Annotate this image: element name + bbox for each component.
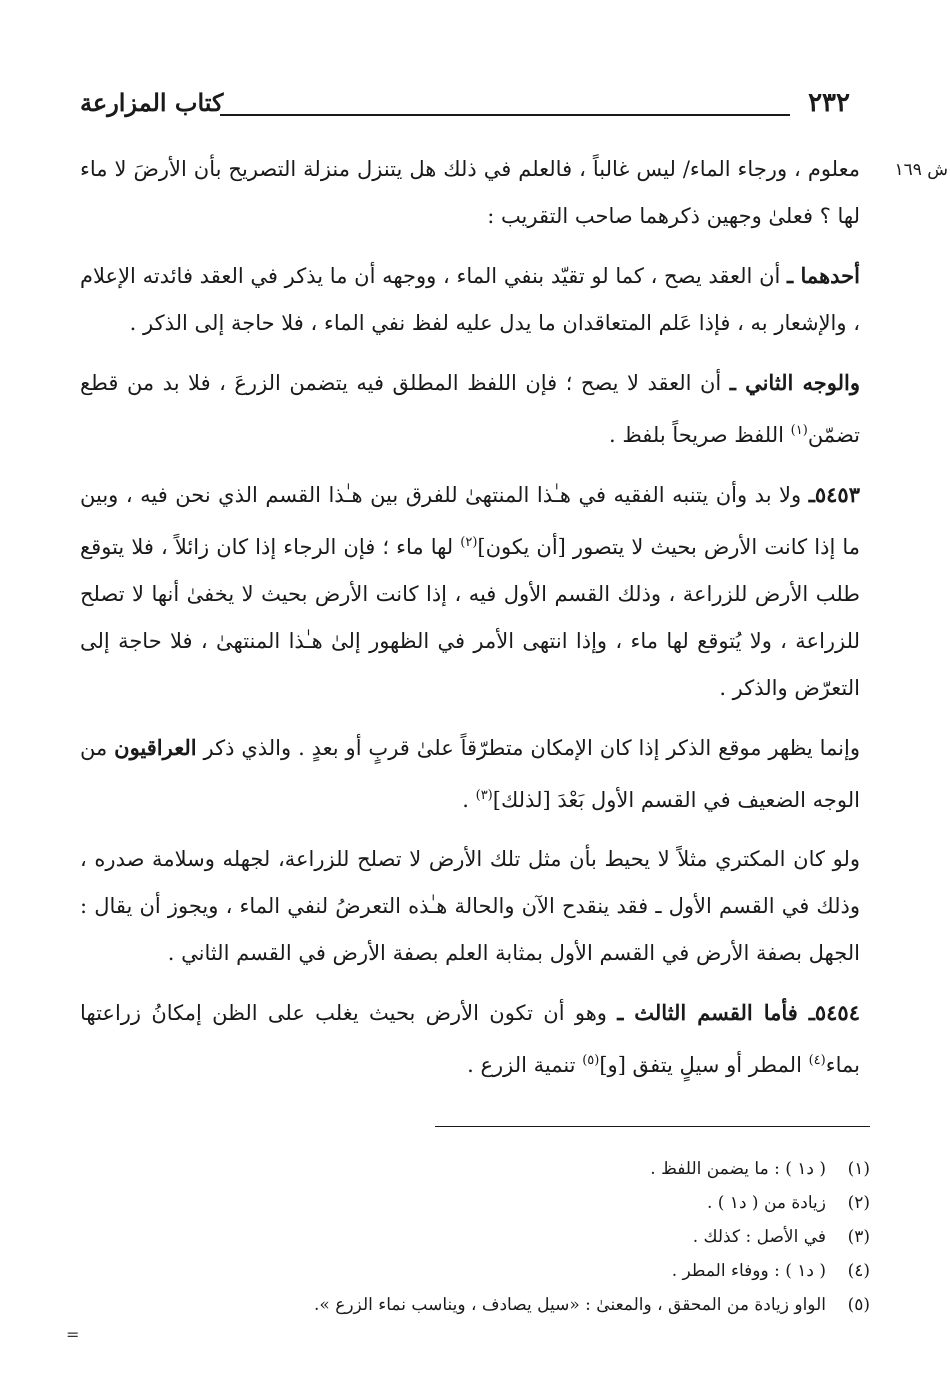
paragraph-text: ولا بد وأن يتنبه الفقيه في هـٰذا المنتهىٰ للفرق بين هـٰذا القسم الذي نحن فيه ، وبين ما إذا كانت الأرض بحيث لا يتصور [أن يكون] [80, 483, 861, 559]
footnote [90, 1220, 870, 1254]
header-rule [220, 114, 790, 116]
paragraph-text: لها ماء ؛ فإن الرجاء إذا كان زائلاً ، فلا يتوقع طلب الأرض للزراعة ، وذلك القسم الأول فيه ، إذا كانت الأرض بحيث لا يخفىٰ أنها لا تصلح للزراعة ، ولا يُتوقع لها ماء ، وإذا انتهى الأمر في الظهور إلىٰ هـٰذا المنتهىٰ ، فلا حاجة إلى التعرّض والذكر . [80, 535, 860, 700]
footnote-rule [435, 1126, 870, 1127]
footnote-text: زيادة من ( د١ ) . [706, 1193, 826, 1213]
paragraph-text: تنمية الزرع . [467, 1053, 576, 1077]
paragraph-text: وإنما يظهر موقع الذكر إذا كان الإمكان متطرّقاً علىٰ قربٍ أو بعدٍ . والذي ذكر [203, 736, 860, 760]
book-title: كتاب المزارعة [80, 88, 224, 117]
footnote-number: (٤) [847, 1261, 870, 1281]
footnote-marker: (١) [790, 423, 808, 438]
footnote-text: الواو زيادة من المحقق ، والمعنىٰ : «سيل يصادف ، ويناسب نماء الزرع ». [314, 1295, 826, 1315]
paragraph-text: أن العقد يصح ، كما لو تقيّد بنفي الماء ، ووجهه أن ما يذكر في العقد فائدته الإعلام ، والإشعار به ، فإذا عَلم المتعاقدان ما يدل عليه لفظ نفي الماء ، فلا حاجة إلى الذكر . [80, 264, 860, 335]
footnote-number: (٥) [847, 1295, 870, 1315]
footnotes [90, 1152, 870, 1322]
section-number: ٥٤٥٤ـ فأما القسم الثالث ـ [617, 1000, 860, 1025]
paragraph-7 [80, 989, 860, 1089]
footnote-marker: (٣) [475, 788, 493, 803]
paragraph-text: وهو أن تكون الأرض بحيث يغلب على الظن إمكانُ زراعتها بماء [80, 1001, 860, 1077]
paragraph-4 [80, 471, 860, 712]
footnote-number: (٢) [847, 1193, 870, 1213]
paragraph-text: معلوم ، ورجاء الماء/ ليس غالباً ، فالعلم في ذلك هل يتنزل منزلة التصريح بأن الأرضَ لا ماء لها ؟ فعلىٰ وجهين ذكرهما صاحب التقريب : [80, 157, 860, 228]
footnote-number: (١) [847, 1159, 870, 1179]
paragraph-lead: أحدهما ـ [787, 263, 860, 288]
footnote [90, 1152, 870, 1186]
margin-reference: ش ١٦٩ [894, 160, 948, 180]
bold-term: العراقيون [114, 735, 197, 760]
paragraph-text: ولو كان المكتري مثلاً لا يحيط بأن مثل تلك الأرض لا تصلح للزراعة، لجهله وسلامة صدره ، وذلك في القسم الأول ـ فقد ينقدح الآن والحالة هـٰذه التعرضُ لنفي الماء ، ويجوز أن يقال : الجهل بصفة الأرض في القسم الأول بمثابة العلم بصفة الأرض في القسم الثاني . [80, 847, 860, 965]
footnote [90, 1288, 870, 1322]
footnote-marker: (٤) [808, 1053, 826, 1068]
paragraph-1 [80, 146, 860, 240]
footnote-text: ( د١ ) : ووفاء المطر . [671, 1261, 826, 1281]
paragraph-text: . [462, 788, 469, 812]
footnote-text: في الأصل : كذلك . [692, 1227, 826, 1247]
footnote [90, 1254, 870, 1288]
paragraph-3 [80, 359, 860, 459]
footnote-marker: (٥) [582, 1053, 600, 1068]
body-text [80, 146, 860, 1089]
paragraph-2 [80, 252, 860, 347]
footnote-number: (٣) [847, 1227, 870, 1247]
page-number: ٢٣٢ [808, 88, 850, 118]
paragraph-5 [80, 724, 860, 824]
page-header [80, 88, 850, 128]
corner-mark: = [66, 1325, 80, 1344]
paragraph-text: أن العقد لا يصح ؛ فإن اللفظ المطلق فيه يتضمن الزرعَ ، فلا بد من قطع تضمّن [80, 371, 860, 447]
paragraph-lead: والوجه الثاني ـ [729, 370, 860, 395]
paragraph-6 [80, 836, 860, 977]
paragraph-text: من الوجه الضعيف في القسم الأول بَعْدَ [لذلك] [80, 736, 860, 812]
paragraph-text: المطر أو سيلٍ يتفق [و] [599, 1053, 802, 1077]
paragraph-text: اللفظ صريحاً بلفظ . [608, 423, 784, 447]
section-number: ٥٤٥٣ـ [808, 482, 860, 507]
footnote-marker: (٢) [460, 535, 478, 550]
footnote [90, 1186, 870, 1220]
footnote-text: ( د١ ) : ما يضمن اللفظ . [650, 1159, 826, 1179]
